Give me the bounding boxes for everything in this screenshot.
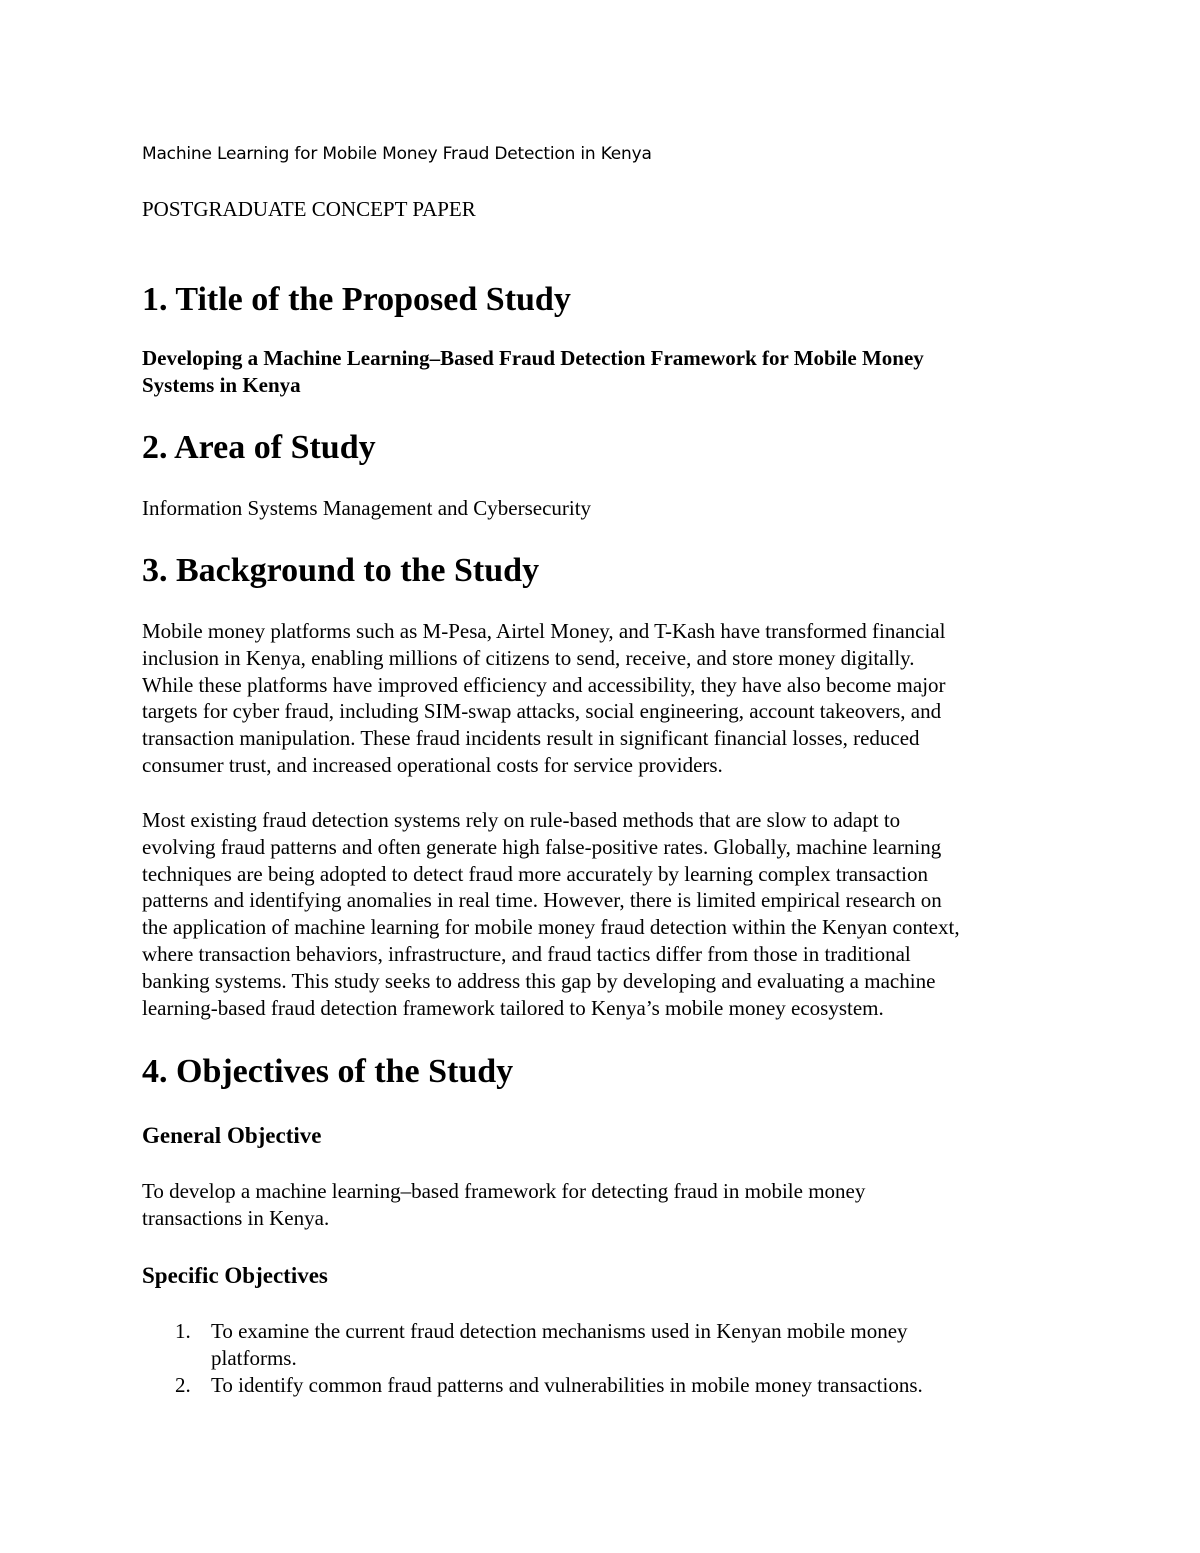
area-of-study-text: Information Systems Management and Cybersecurity <box>142 496 592 520</box>
proposed-study-title-line: Developing a Machine Learning–Based Fraud Detection Framework for Mobile Money <box>142 346 924 370</box>
list-item-line: To examine the current fraud detection mechanisms used in Kenyan mobile money <box>211 1319 908 1343</box>
list-item-number: 1. <box>175 1319 191 1343</box>
paragraph-line: transactions in Kenya. <box>142 1205 330 1230</box>
proposed-study-title <box>142 345 1062 399</box>
list-item-line: platforms. <box>211 1345 297 1370</box>
specific-objectives-list <box>142 1318 1072 1398</box>
paragraph-line: While these platforms have improved efficiency and accessibility, they have also become major <box>142 672 946 697</box>
background-paragraph-2 <box>142 807 1072 1021</box>
paragraph-line: inclusion in Kenya, enabling millions of citizens to send, receive, and store money digitally. <box>142 645 915 670</box>
section-heading-title: 1. Title of the Proposed Study <box>142 281 571 318</box>
paragraph-line: consumer trust, and increased operational costs for service providers. <box>142 752 723 777</box>
paragraph-line: where transaction behaviors, infrastructure, and fraud tactics differ from those in traditional <box>142 941 911 966</box>
list-item <box>142 1372 1072 1399</box>
paragraph-line: the application of machine learning for mobile money fraud detection within the Kenyan context, <box>142 915 960 940</box>
paragraph-line: banking systems. This study seeks to address this gap by developing and evaluating a machine <box>142 968 936 993</box>
paragraph-line: evolving fraud patterns and often generate high false-positive rates. Globally, machine learning <box>142 834 942 859</box>
paragraph-line: targets for cyber fraud, including SIM-swap attacks, social engineering, account takeovers, and <box>142 699 942 724</box>
general-objective-text <box>142 1178 1072 1232</box>
paragraph-line: Most existing fraud detection systems rely on rule-based methods that are slow to adapt to <box>142 808 901 832</box>
paragraph-line: To develop a machine learning–based framework for detecting fraud in mobile money <box>142 1179 866 1203</box>
paper-type-label: POSTGRADUATE CONCEPT PAPER <box>142 197 476 221</box>
list-item-number: 2. <box>175 1372 191 1397</box>
paragraph-line: learning-based fraud detection framework tailored to Kenya’s mobile money ecosystem. <box>142 995 884 1020</box>
list-item <box>142 1318 1072 1372</box>
document-header: Machine Learning for Mobile Money Fraud Detection in Kenya <box>142 144 652 164</box>
general-objective-heading: General Objective <box>142 1123 322 1148</box>
paragraph-line: patterns and identifying anomalies in real time. However, there is limited empirical research on <box>142 888 942 913</box>
proposed-study-title-line: Systems in Kenya <box>142 373 301 397</box>
background-paragraph-1 <box>142 618 1072 779</box>
paragraph-line: transaction manipulation. These fraud incidents result in significant financial losses, reduced <box>142 726 920 751</box>
paragraph-line: techniques are being adopted to detect fraud more accurately by learning complex transaction <box>142 861 929 886</box>
section-heading-background: 3. Background to the Study <box>142 552 540 589</box>
specific-objectives-heading: Specific Objectives <box>142 1263 328 1288</box>
section-heading-objectives: 4. Objectives of the Study <box>142 1053 514 1090</box>
section-heading-area: 2. Area of Study <box>142 429 376 466</box>
list-item-line: To identify common fraud patterns and vulnerabilities in mobile money transactions. <box>211 1372 923 1397</box>
paragraph-line: Mobile money platforms such as M-Pesa, Airtel Money, and T-Kash have transformed financial <box>142 619 946 643</box>
